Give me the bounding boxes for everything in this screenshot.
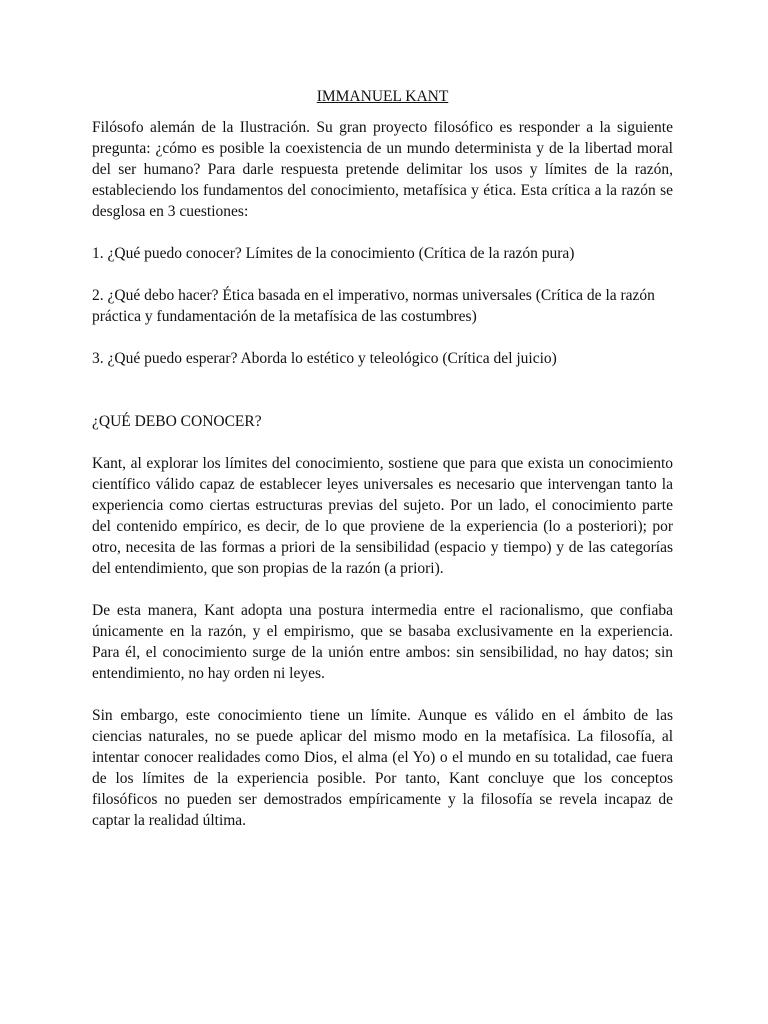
question-item: 2. ¿Qué debo hacer? Ética basada en el imperativo, normas universales (Crítica de la razón práctica y fundamentación de la metafísica de las costumbres): [92, 287, 655, 325]
document-body: [92, 86, 673, 852]
section-heading: ¿QUÉ DEBO CONOCER?: [92, 413, 262, 430]
body-paragraph: Sin embargo, este conocimiento tiene un límite. Aunque es válido en el ámbito de las ciencias naturales, no se puede aplicar del mismo modo en la metafísica. La filosofía, al intentar conocer realidades como Dios, el alma (el Yo) o el mundo en su totalidad, cae fuera de los límites de la experiencia posible. Por tanto, Kant concluye que los conceptos filosóficos no pueden ser demostrados empíricamente y la filosofía se revela incapaz de captar la realidad última.: [92, 707, 673, 829]
body-paragraph: De esta manera, Kant adopta una postura intermedia entre el racionalismo, que confiaba únicamente en la razón, y el empirismo, que se basaba exclusivamente en la experiencia. Para él, el conocimiento surge de la unión entre ambos: sin sensibilidad, no hay datos; sin entendimiento, no hay orden ni leyes.: [92, 602, 673, 682]
document-title: IMMANUEL KANT: [316, 88, 449, 105]
question-item: 1. ¿Qué puedo conocer? Límites de la conocimiento (Crítica de la razón pura): [92, 245, 575, 262]
intro-paragraph: Filósofo alemán de la Ilustración. Su gran proyecto filosófico es responder a la siguiente pregunta: ¿cómo es posible la coexistencia de un mundo determinista y de la libertad moral del ser humano? Para darle respuesta pretende delimitar los usos y límites de la razón, estableciendo los fundamentos del conocimiento, metafísica y ética. Esta crítica a la razón se desglosa en 3 cuestiones:: [92, 119, 673, 220]
question-item: 3. ¿Qué puedo esperar? Aborda lo estético y teleológico (Crítica del juicio): [92, 350, 557, 367]
body-paragraph: Kant, al explorar los límites del conocimiento, sostiene que para que exista un conocimiento científico válido capaz de establecer leyes universales es necesario que intervengan tanto la experiencia como ciertas estructuras previas del sujeto. Por un lado, el conocimiento parte del contenido empírico, es decir, de lo que proviene de la experiencia (lo a posteriori); por otro, necesita de las formas a priori de la sensibilidad (espacio y tiempo) y de las categorías del entendimiento, que son propias de la razón (a priori).: [92, 455, 673, 577]
